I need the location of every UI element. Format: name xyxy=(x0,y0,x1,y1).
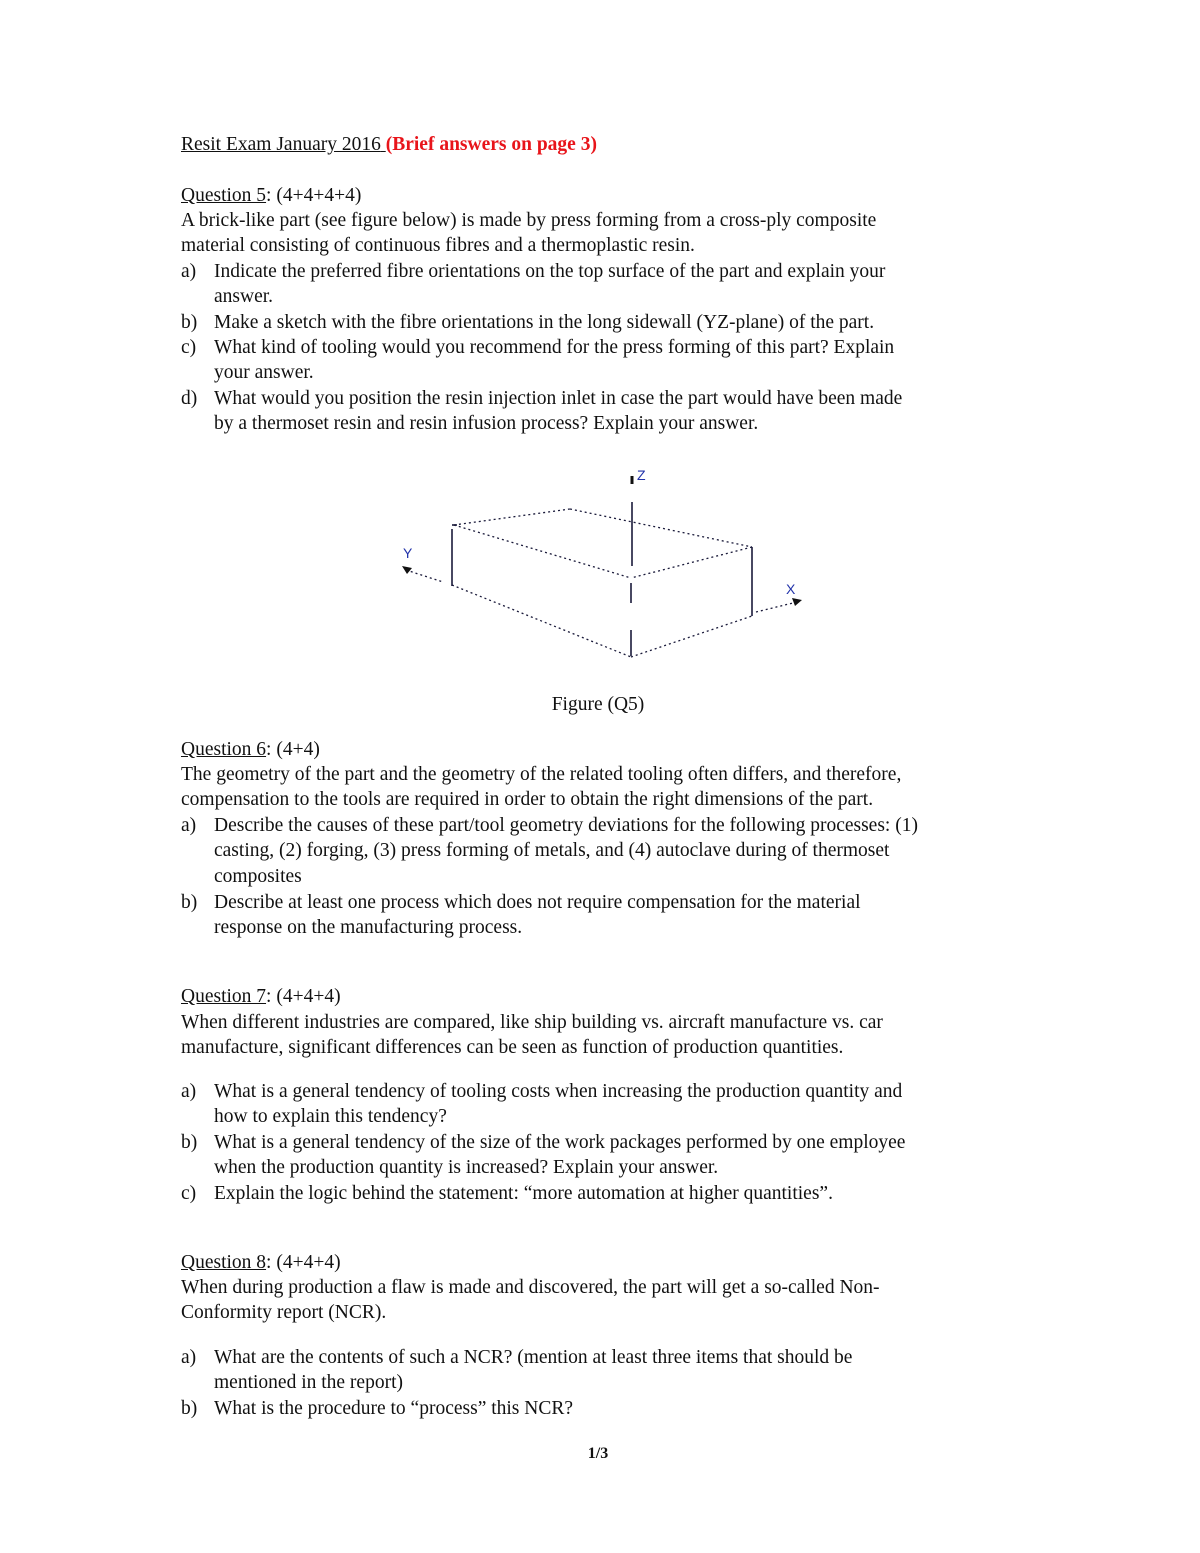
q7-points: : (4+4+4) xyxy=(266,986,341,1007)
item-label: d) xyxy=(181,388,198,409)
item-text-cont: response on the manufacturing process. xyxy=(214,917,523,938)
q6-intro-line: The geometry of the part and the geometry of the related tooling often differs, and therefore, xyxy=(181,764,902,785)
exam-page xyxy=(181,0,1031,1553)
item-text-cont: composites xyxy=(214,866,302,887)
item-text-cont: answer. xyxy=(214,286,274,307)
item-text-cont: your answer. xyxy=(214,362,314,383)
z-axis-label: Z xyxy=(637,467,646,483)
q5-label: Question 5 xyxy=(181,185,267,206)
page-number: 1/3 xyxy=(587,1445,609,1462)
q7-item-b xyxy=(181,1130,905,1155)
item-text: What is a general tendency of the size of the work packages performed by one employee xyxy=(214,1132,906,1153)
item-label: b) xyxy=(181,1398,198,1419)
q6-intro-line: compensation to the tools are required in order to obtain the right dimensions of the part. xyxy=(181,789,874,810)
item-label: a) xyxy=(181,1081,197,1102)
item-text: Describe the causes of these part/tool geometry deviations for the following processes: (1) xyxy=(214,815,918,836)
item-label: a) xyxy=(181,1347,197,1368)
x-axis xyxy=(756,602,797,612)
item-text: Describe at least one process which does not require compensation for the material xyxy=(214,892,861,913)
item-text-cont: by a thermoset resin and resin infusion process? Explain your answer. xyxy=(214,413,759,434)
y-axis-label: Y xyxy=(403,545,413,561)
q6-heading xyxy=(181,737,320,762)
bottom-edge-left xyxy=(452,585,631,657)
item-text: What are the contents of such a NCR? (mention at least three items that should be xyxy=(214,1347,853,1368)
item-label: b) xyxy=(181,312,198,333)
top-edge-left xyxy=(454,525,631,578)
item-label: a) xyxy=(181,261,197,282)
item-text: What kind of tooling would you recommend for the press forming of this part? Explain xyxy=(214,337,895,358)
item-text-cont: casting, (2) forging, (3) press forming of metals, and (4) autoclave during of thermoset xyxy=(214,840,890,861)
item-text-cont: when the production quantity is increased? Explain your answer. xyxy=(214,1157,719,1178)
item-label: a) xyxy=(181,815,197,836)
brief-answers-note: (Brief answers on page 3) xyxy=(385,134,597,155)
y-axis xyxy=(406,570,443,582)
x-axis-arrow xyxy=(792,598,802,606)
item-label: b) xyxy=(181,892,198,913)
item-text: Indicate the preferred fibre orientations on the top surface of the part and explain your xyxy=(214,261,886,282)
q5-intro-line: material consisting of continuous fibres and a thermoplastic resin. xyxy=(181,235,695,256)
q7-heading xyxy=(181,984,341,1009)
item-text: Explain the logic behind the statement: “more automation at higher quantities”. xyxy=(214,1183,833,1204)
q8-item-a xyxy=(181,1345,852,1370)
q8-intro-line: When during production a flaw is made and discovered, the part will get a so-called Non- xyxy=(181,1277,880,1298)
item-text: What is a general tendency of tooling costs when increasing the production quantity and xyxy=(214,1081,903,1102)
q8-item-b xyxy=(181,1396,573,1421)
item-text: What is the procedure to “process” this NCR? xyxy=(214,1398,574,1419)
item-text: What would you position the resin injection inlet in case the part would have been made xyxy=(214,388,903,409)
q7-intro-line: manufacture, significant differences can be seen as function of production quantities. xyxy=(181,1037,844,1058)
exam-title: Resit Exam January 2016 xyxy=(181,134,381,155)
q7-item-c xyxy=(181,1181,833,1206)
q8-points: : (4+4+4) xyxy=(266,1252,341,1273)
q7-label: Question 7 xyxy=(181,986,267,1007)
q7-item-a xyxy=(181,1079,902,1104)
q5-brick-figure xyxy=(181,0,1015,700)
item-label: c) xyxy=(181,1183,197,1204)
q5-points: : (4+4+4+4) xyxy=(266,185,362,206)
top-edge-right xyxy=(570,509,752,547)
q6-item-a xyxy=(181,813,918,838)
top-edge-back xyxy=(454,509,570,525)
figure-caption: Figure (Q5) xyxy=(551,694,645,715)
item-label: c) xyxy=(181,337,197,358)
q6-points: : (4+4) xyxy=(266,739,320,760)
q5-intro-line: A brick-like part (see figure below) is made by press forming from a cross-ply composite xyxy=(181,210,877,231)
x-axis-label: X xyxy=(786,581,796,597)
bottom-edge-right xyxy=(631,616,752,657)
q6-item-b xyxy=(181,890,861,915)
item-label: b) xyxy=(181,1132,198,1153)
y-axis-arrow xyxy=(402,566,412,574)
q6-label: Question 6 xyxy=(181,739,267,760)
item-text-cont: mentioned in the report) xyxy=(214,1372,403,1393)
q8-heading xyxy=(181,1250,341,1275)
top-edge-front xyxy=(631,547,752,578)
q7-intro-line: When different industries are compared, like ship building vs. aircraft manufacture vs. car xyxy=(181,1012,883,1033)
q8-label: Question 8 xyxy=(181,1252,267,1273)
q8-intro-line: Conformity report (NCR). xyxy=(181,1302,387,1323)
item-text: Make a sketch with the fibre orientations in the long sidewall (YZ-plane) of the part. xyxy=(214,312,875,333)
item-text-cont: how to explain this tendency? xyxy=(214,1106,447,1127)
